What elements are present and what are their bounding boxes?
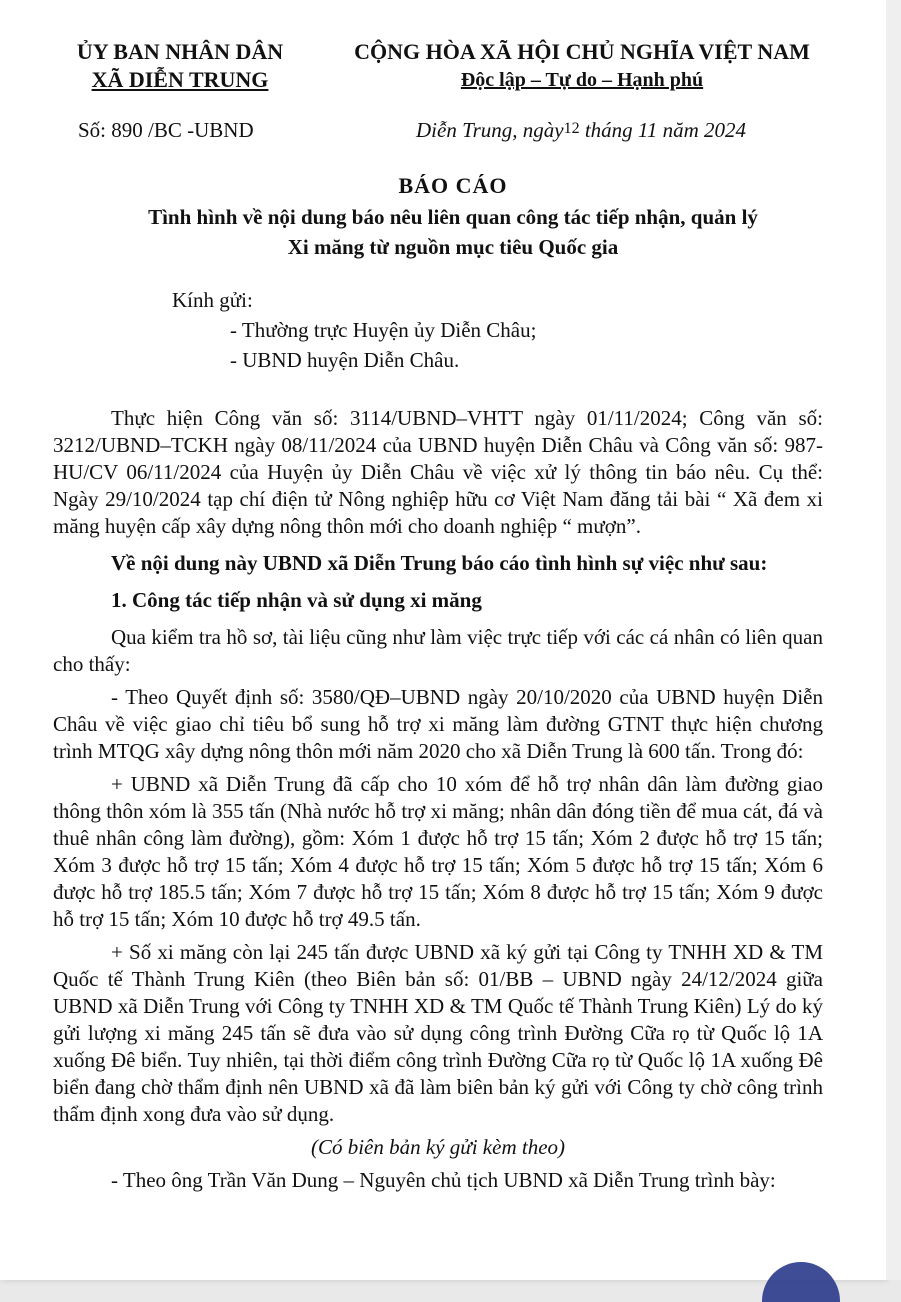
body-paragraph: Qua kiểm tra hồ sơ, tài liệu cũng như làm việc trực tiếp với các cá nhân có liên quan cho thấy: (53, 625, 823, 676)
recipients (172, 285, 536, 375)
overlay-button-edge (762, 1262, 840, 1302)
agency-name: ỦY BAN NHÂN DÂN (76, 39, 284, 64)
section-heading: 1. Công tác tiếp nhận và sử dụng xi măng (111, 588, 482, 612)
report-heading: Về nội dung này UBND xã Diễn Trung báo cáo tình hình sự việc như sau: (111, 551, 768, 575)
intro-paragraph: Thực hiện Công văn số: 3114/UBND–VHTT ngày 01/11/2024; Công văn số: 3212/UBND–TCKH ngày 08/11/2024 của UBND huyện Diễn Châu và Công văn số: 987-HU/CV 06/11/2024 của Huyện ủy Diễn Châu về việc xử lý thông tin báo nêu. Cụ thể: Ngày 29/10/2024 tạp chí điện tử Nông nghiệp hữu cơ Việt Nam đăng tải bài “ Xã đem xi măng huyện cấp xây dựng nông thôn mới cho doanh nghiệp “ mượn”. (53, 406, 823, 538)
body-paragraph: - Theo ông Trần Văn Dung – Nguyên chủ tịch UBND xã Diễn Trung trình bày: (111, 1168, 776, 1192)
scrollbar[interactable] (886, 0, 901, 1280)
body-paragraph: + UBND xã Diễn Trung đã cấp cho 10 xóm để hỗ trợ nhân dân làm đường giao thông thôn xóm là 355 tấn (Nhà nước hỗ trợ xi măng; nhân dân đóng tiền để mua cát, đá và thuê nhân công làm đường), gồm: Xóm 1 được hỗ trợ 15 tấn; Xóm 2 được hỗ trợ 15 tấn; Xóm 3 được hỗ trợ 15 tấn; Xóm 4 được hỗ trợ 15 tấn; Xóm 5 được hỗ trợ 15 tấn; Xóm 6 được hỗ trợ 185.5 tấn; Xóm 7 được hỗ trợ 15 tấn; Xóm 8 được hỗ trợ 15 tấn; Xóm 9 được hỗ trợ 15 tấn; Xóm 10 được hỗ trợ 49.5 tấn. (53, 772, 823, 931)
nation-motto: Độc lập – Tự do – Hạnh phú (460, 69, 704, 91)
body-paragraph: - Theo Quyết định số: 3580/QĐ–UBND ngày 20/10/2020 của UBND huyện Diễn Châu về việc giao chỉ tiêu bổ sung hỗ trợ xi măng làm đường GTNT thực hiện chương trình MTQG xây dựng nông thôn mới năm 2020 cho xã Diễn Trung là 600 tấn. Trong đó: (53, 685, 823, 763)
commune-name: XÃ DIỄN TRUNG (91, 67, 269, 92)
agency-header (40, 38, 320, 94)
reference-row (78, 118, 828, 148)
document-date: Diễn Trung, ngày12 tháng 11 năm 2024 (416, 118, 747, 142)
report-subtitle-line1: Tình hình về nội dung báo nêu liên quan công tác tiếp nhận, quản lý (148, 205, 758, 229)
report-subtitle-line2: Xi măng từ nguồn mục tiêu Quốc gia (287, 235, 619, 259)
recipient-item: - UBND huyện Diễn Châu. (230, 348, 460, 372)
national-header (322, 38, 842, 94)
report-body (53, 405, 823, 1194)
recipients-label: Kính gửi: (172, 288, 253, 312)
attachment-note: (Có biên bản ký gửi kèm theo) (310, 1135, 566, 1159)
recipient-item: - Thường trực Huyện ủy Diễn Châu; (230, 318, 537, 342)
body-paragraph: + Số xi măng còn lại 245 tấn được UBND xã ký gửi tại Công ty TNHH XD & TM Quốc tế Thành Trung Kiên (theo Biên bản số: 01/BB – UBND ngày 24/12/2024 giữa UBND xã Diễn Trung với Công ty TNHH XD & TM Quốc tế Thành Trung Kiên) Lý do ký gửi lượng xi măng 245 tấn sẽ đưa vào sử dụng công trình Đường Cữa rọ từ Quốc lộ 1A xuống Đê biển. Tuy nhiên, tại thời điểm công trình Đường Cữa rọ từ Quốc lộ 1A xuống Đê biển đang chờ thẩm định nên UBND xã đã làm biên bản ký gửi với Công ty chờ công trình thẩm định xong đưa vào sử dụng. (53, 940, 823, 1126)
date-day: 12 (563, 120, 580, 137)
report-title-block (40, 170, 866, 262)
report-title: BÁO CÁO (398, 173, 508, 198)
document-number: Số: 890 /BC -UBND (78, 118, 254, 142)
nation-title: CỘNG HÒA XÃ HỘI CHỦ NGHĨA VIỆT NAM (354, 39, 810, 64)
